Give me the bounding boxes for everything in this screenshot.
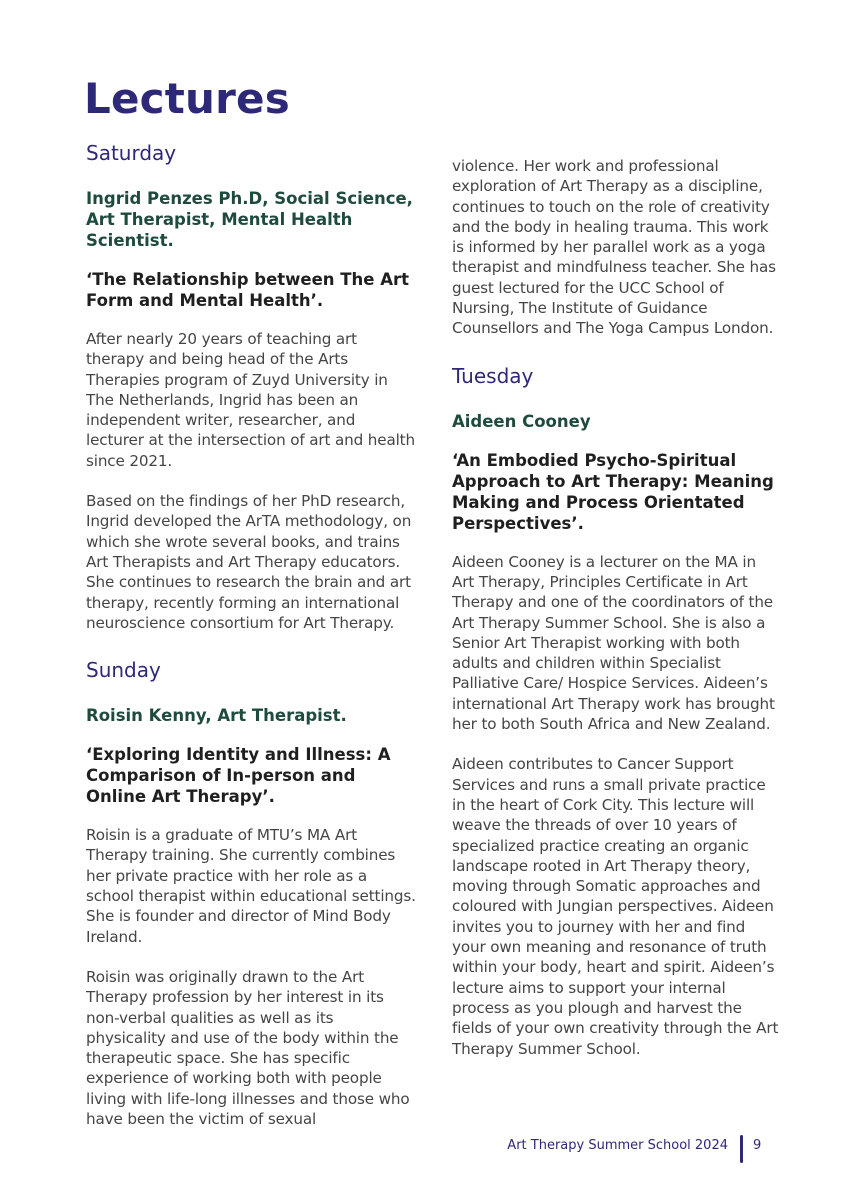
day-heading-tuesday: Tuesday	[452, 363, 534, 388]
publication-name: Art Therapy Summer School 2024	[507, 1138, 728, 1153]
body-paragraph-continued: violence. Her work and professional exploration of Art Therapy as a discipline, continues to touch on the role of creativity and the body in healing trauma. This work is informed by her parallel work as a yoga therapist and mindfulness teacher. She has guest lectured for the UCC School of Nursing, The Institute of Guidance Counsellors and The Yoga Campus London.	[452, 157, 776, 338]
tuesday-section	[452, 363, 782, 1059]
body-paragraph: Aideen Cooney is a lecturer on the MA in Art Therapy, Principles Certificate in Art Therapy and one of the coordinators of the Art Therapy Summer School. She is also a Senior Art Therapist working with both adults and children within Specialist Palliative Care/ Hospice Services. Aideen’s international Art Therapy work has brought her to both South Africa and New Zealand.	[452, 552, 775, 734]
saturday-section	[86, 140, 416, 633]
lecture-title: ‘Exploring Identity and Illness: A Comparison of In-person and Online Art Therapy’.	[86, 745, 391, 807]
footer-divider	[740, 1135, 743, 1163]
speaker-name: Ingrid Penzes Ph.D, Social Science, Art Therapist, Mental Health Scientist.	[86, 189, 413, 250]
day-heading-sunday: Sunday	[86, 658, 161, 683]
body-paragraph: Roisin was originally drawn to the Art Therapy profession by her interest in its non-verbal qualities as well as its physicality and use of the body within the therapeutic space. She has specific experience of working both with people living with life-long illnesses and those who have been the victim of sexual	[86, 967, 410, 1129]
lecture-title: ‘The Relationship between The Art Form and Mental Health’.	[86, 270, 410, 310]
page-number: 9	[753, 1138, 762, 1153]
body-paragraph: Roisin is a graduate of MTU’s MA Art Therapy training. She currently combines her private practice with her role as a school therapist within educational settings. She is founder and director of Mind Body Ireland.	[86, 826, 416, 946]
page-footer	[470, 1135, 770, 1165]
left-column	[86, 140, 416, 1149]
speaker-name: Aideen Cooney	[452, 411, 591, 431]
sunday-section	[86, 657, 416, 1129]
speaker-name: Roisin Kenny, Art Therapist.	[86, 706, 347, 726]
body-paragraph: Aideen contributes to Cancer Support Services and runs a small private practice in the heart of Cork City. This lecture will weave the threads of over 10 years of specialized practice creating an organic landscape rooted in Art Therapy theory, moving through Somatic approaches and coloured with Jungian perspectives. Aideen invites you to journey with her and find your own meaning and resonance of truth within your body, heart and spirit. Aideen’s lecture aims to support your internal process as you plough and harvest the fields of your own creativity through the Art Therapy Summer School.	[452, 755, 779, 1058]
page-title: Lectures	[84, 74, 290, 123]
body-paragraph: Based on the findings of her PhD research, Ingrid developed the ArTA methodology, on which she wrote several books, and trains Art Therapists and Art Therapy educators. She continues to research the brain and art therapy, recently forming an international neuroscience consortium for Art Therapy.	[86, 492, 412, 632]
lecture-title: ‘An Embodied Psycho-Spiritual Approach to Art Therapy: Meaning Making and Process Orientated Perspectives’.	[452, 450, 774, 533]
body-paragraph: After nearly 20 years of teaching art therapy and being head of the Arts Therapies program of Zuyd University in The Netherlands, Ingrid has been an independent writer, researcher, and lecturer at the intersection of art and health since 2021.	[86, 330, 415, 470]
day-heading-saturday: Saturday	[86, 141, 177, 165]
right-column	[452, 156, 782, 1079]
